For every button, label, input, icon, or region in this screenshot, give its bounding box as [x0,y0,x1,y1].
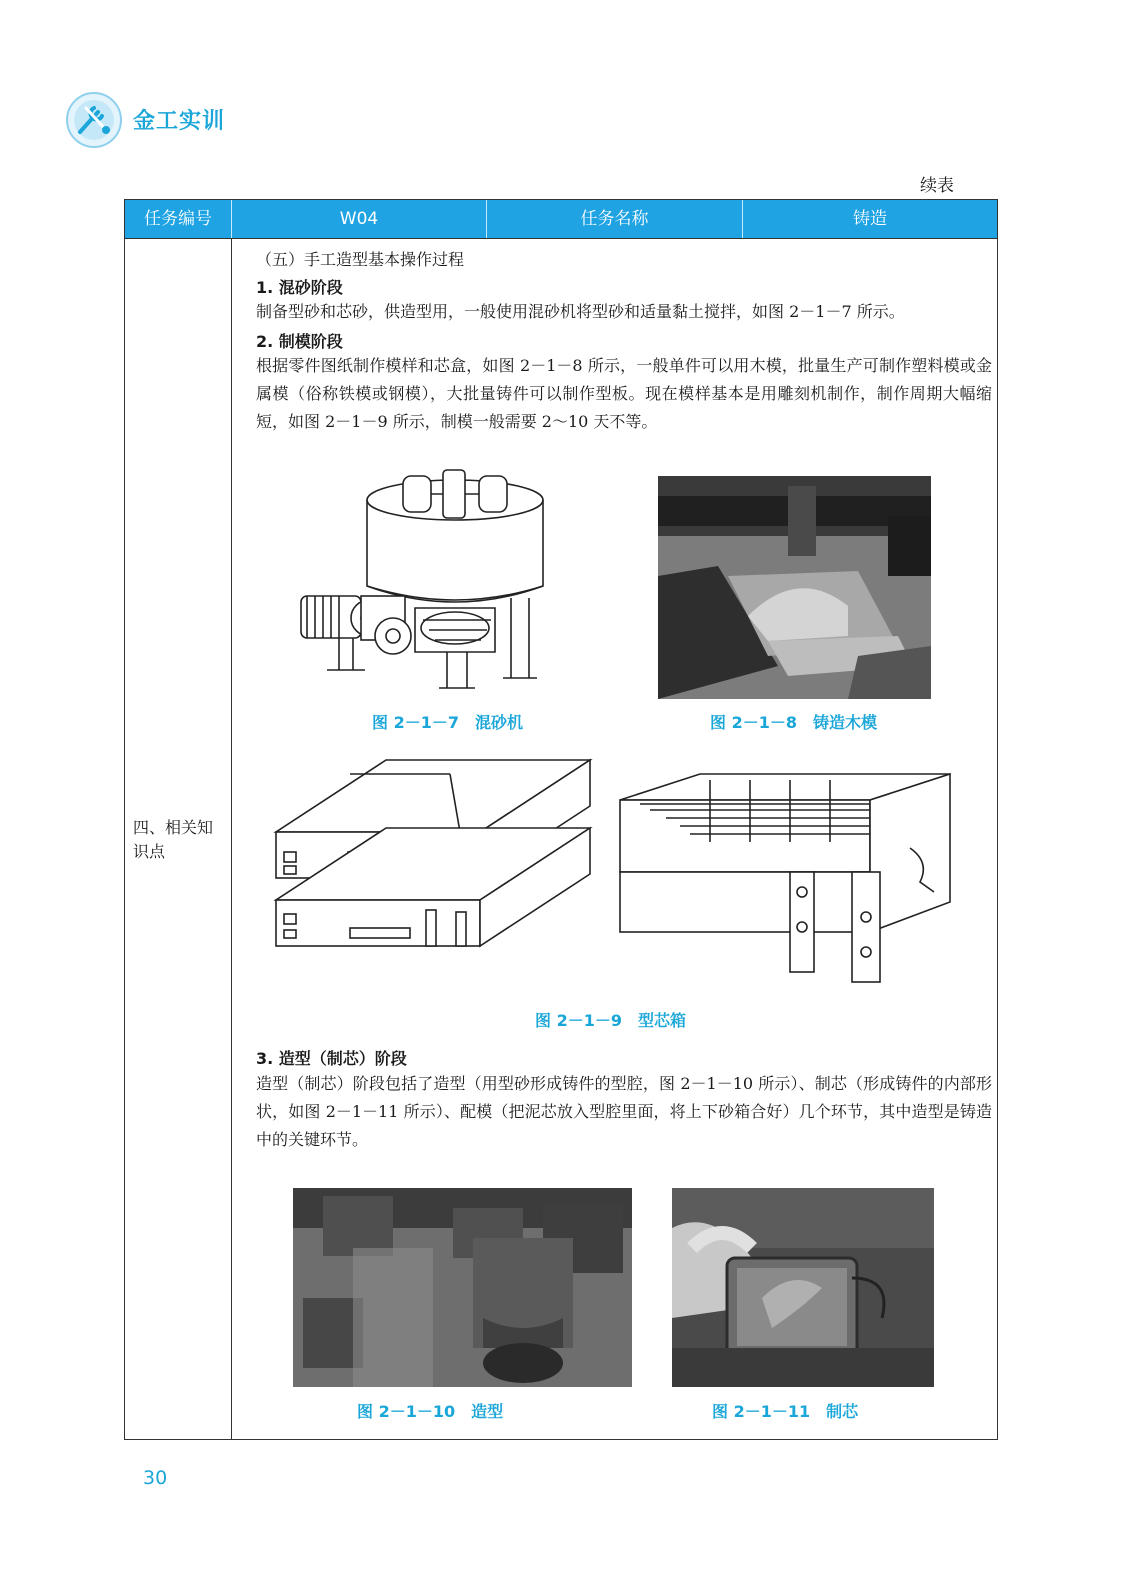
fig9-caption: 图 2－1－9 型芯箱 [535,1011,686,1030]
fig8-caption: 图 2－1－8 铸造木模 [710,713,877,732]
page-number: 30 [143,1467,168,1489]
header-task-name-value: 铸造 [853,209,887,229]
step1-text: 制备型砂和芯砂，供造型用，一般使用混砂机将型砂和适量黏土搅拌，如图 2－1－7 所示。 [256,302,905,321]
step2-title: 2. 制模阶段 [256,332,343,351]
book-title: 金工实训 [133,109,226,134]
continued-label: 续表 [920,176,954,196]
core-making-photo [672,1188,934,1387]
step1-title: 1. 混砂阶段 [256,278,343,297]
table-header [125,200,997,238]
header-task-name-label: 任务名称 [580,209,649,229]
fig7-caption: 图 2－1－7 混砂机 [372,713,523,732]
step2-text: 根据零件图纸制作模样和芯盒，如图 2－1－8 所示，一般单件可以用木模，批量生产可制作塑料模或金属模（俗称铁模或钢模），大批量铸件可以制作型板。现在模样基本是用雕刻机制作，制作周期大幅缩短，如图 2－1－9 所示，制模一般需要 2～10 天不等。 [256,356,992,431]
wrench-tools-icon [64,90,124,150]
fig10-caption: 图 2－1－10 造型 [357,1402,504,1421]
step3-title: 3. 造型（制芯）阶段 [256,1049,407,1068]
molding-photo [293,1188,632,1387]
header-task-number-value: W04 [339,209,379,229]
side-label: 四、相关知识点 [133,818,214,861]
wood-pattern-photo [658,476,931,699]
sand-mixer-illustration [295,468,555,696]
core-box-illustration [270,752,960,997]
step3-text: 造型（制芯）阶段包括了造型（用型砂形成铸件的型腔，图 2－1－10 所示）、制芯（形成铸件的内部形状，如图 2－1－11 所示）、配模（把泥芯放入型腔里面，将上下砂箱合好）几个环节，其中造型是铸造中的关键环节。 [256,1074,992,1149]
header-task-number-label: 任务编号 [144,209,212,229]
fig11-caption: 图 2－1－11 制芯 [712,1402,859,1421]
section-title: （五）手工造型基本操作过程 [256,250,465,269]
